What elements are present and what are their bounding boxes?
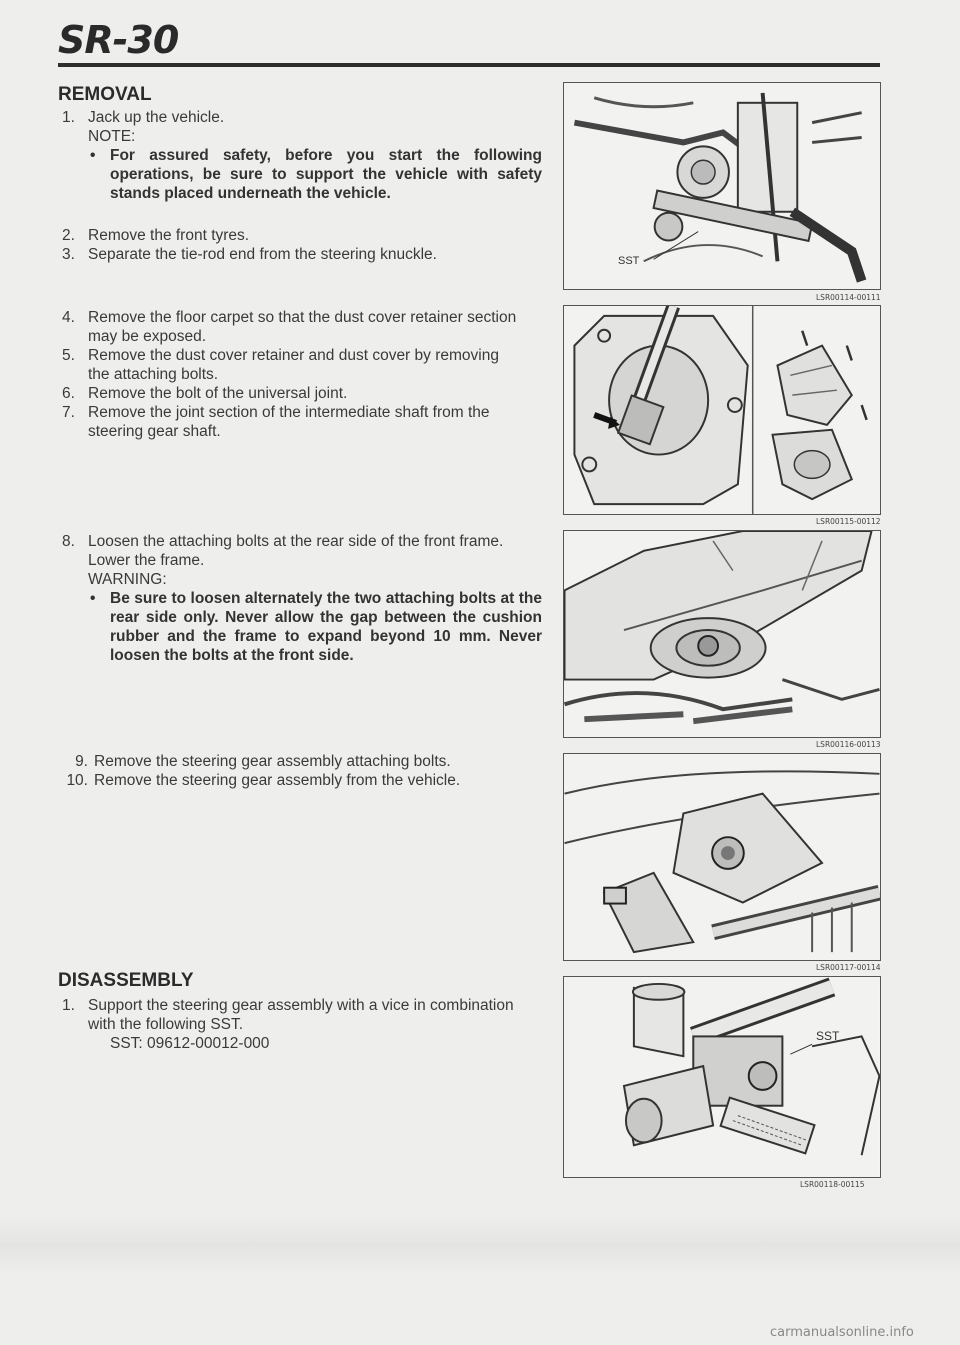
step-text: Support the steering gear assembly with a vice in combination with the following SST.	[88, 997, 514, 1033]
step-item	[52, 771, 532, 790]
dust-cover-illustration	[564, 306, 880, 514]
step-text: Remove the steering gear assembly from the vehicle.	[94, 772, 461, 789]
step-number: 7.	[62, 404, 75, 421]
header-rule	[58, 63, 880, 67]
step-number: 5.	[62, 347, 75, 364]
watermark-text: carmanualsonline.info	[770, 1325, 914, 1340]
figure-gear-bolts	[563, 753, 881, 961]
tie-rod-illustration	[564, 83, 880, 289]
warning-bullet	[90, 589, 542, 665]
figure-dust-cover	[563, 305, 881, 515]
step-item	[62, 532, 542, 570]
removal-title: REMOVAL	[58, 84, 152, 105]
removal-steps-3	[62, 308, 522, 441]
figure-code: LSR00117-00114	[816, 963, 881, 972]
removal-steps-4	[62, 532, 542, 665]
page-bottom-shading	[0, 1215, 960, 1275]
step-item	[62, 384, 522, 403]
step-item	[62, 226, 542, 245]
step-text: Loosen the attaching bolts at the rear side of the front frame. Lower the frame.	[88, 533, 504, 569]
step-item	[62, 308, 522, 346]
removal-steps-1	[62, 108, 542, 203]
figure-front-frame	[563, 530, 881, 738]
sst-callout: SST	[618, 255, 640, 267]
figure-vice-sst	[563, 976, 881, 1178]
figure-code: LSR00115-00112	[816, 517, 881, 526]
note-text: For assured safety, before you start the following operations, be sure to support the vehicle with safety stands placed underneath the vehicle.	[110, 147, 542, 202]
warning-label: WARNING:	[88, 571, 167, 588]
warning-text: Be sure to loosen alternately the two attaching bolts at the rear side only. Never allow the gap between the cushion rubber and the frame to expand beyond 10 mm. Never loosen the bolts at the front side.	[110, 590, 542, 664]
step-item	[62, 403, 522, 441]
note-label: NOTE:	[88, 128, 136, 145]
page-header	[58, 18, 878, 62]
gear-bolts-illustration	[564, 754, 880, 960]
front-frame-illustration	[564, 531, 880, 737]
step-item	[62, 245, 542, 264]
removal-steps-2	[62, 226, 542, 264]
step-number: 9.	[75, 753, 88, 770]
step-number: 3.	[62, 246, 75, 263]
figure-code: LSR00114-00111	[816, 293, 881, 302]
step-number: 2.	[62, 227, 75, 244]
page-code: SR-30	[58, 18, 179, 62]
sst-callout: SST	[816, 1029, 840, 1043]
disassembly-steps	[62, 996, 532, 1053]
step-text: Jack up the vehicle.	[88, 109, 225, 126]
step-number: 4.	[62, 309, 75, 326]
step-text: Remove the dust cover retainer and dust cover by removing the attaching bolts.	[88, 347, 499, 383]
removal-steps-5	[52, 752, 532, 790]
disassembly-title: DISASSEMBLY	[58, 970, 194, 991]
vice-sst-illustration	[564, 977, 880, 1177]
step-text: Remove the front tyres.	[88, 227, 250, 244]
note-bullet	[90, 146, 542, 203]
figure-tie-rod-sst	[563, 82, 881, 290]
step-item	[62, 108, 542, 127]
figure-code: LSR00116-00113	[816, 740, 881, 749]
bullet-dot-icon: •	[90, 590, 96, 607]
step-text: Remove the bolt of the universal joint.	[88, 385, 348, 402]
step-number: 1.	[62, 109, 75, 126]
step-text: Separate the tie-rod end from the steering knuckle.	[88, 246, 437, 263]
step-text: Remove the floor carpet so that the dust cover retainer section may be exposed.	[88, 309, 517, 345]
step-text: Remove the joint section of the intermediate shaft from the steering gear shaft.	[88, 404, 490, 440]
step-number: 10.	[66, 772, 88, 789]
bullet-dot-icon: •	[90, 147, 96, 164]
step-number: 1.	[62, 997, 75, 1014]
step-number: 6.	[62, 385, 75, 402]
step-item	[62, 996, 532, 1034]
step-number: 8.	[62, 533, 75, 550]
sst-number: SST: 09612-00012-000	[110, 1035, 270, 1052]
step-text: Remove the steering gear assembly attaching bolts.	[94, 753, 451, 770]
figure-code: LSR00118-00115	[800, 1180, 865, 1189]
step-item	[62, 346, 522, 384]
step-item	[52, 752, 532, 771]
